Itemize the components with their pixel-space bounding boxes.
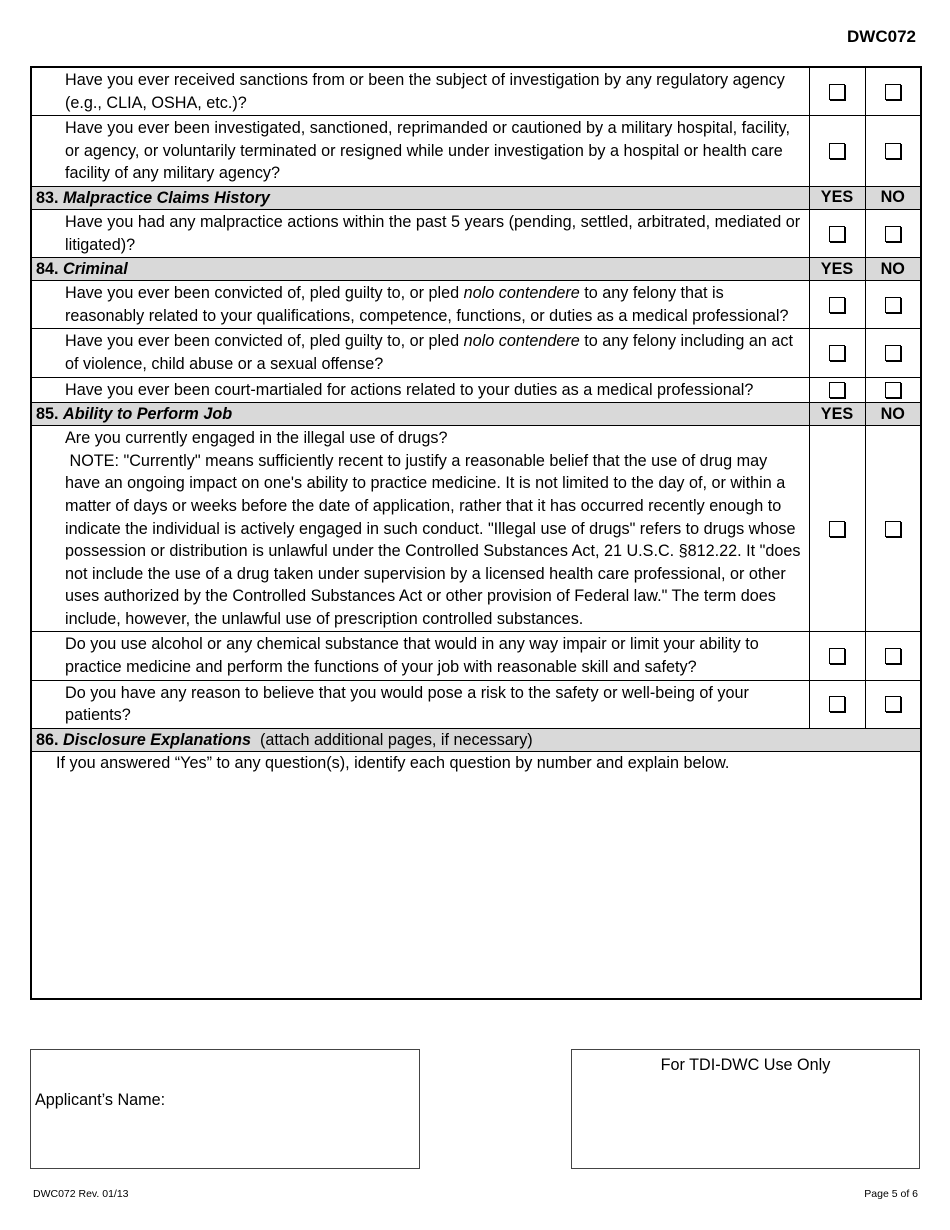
question-text: Have you ever been investigated, sanctioned, reprimanded or cautioned by a military hospital, facility, or agency, or voluntarily terminated or resigned while under investigation by a hospital or health care facility of any military agency? xyxy=(31,116,809,187)
question-main: Are you currently engaged in the illegal use of drugs? xyxy=(65,429,448,448)
question-row xyxy=(31,632,921,680)
question-text xyxy=(31,426,809,632)
question-text: Have you ever been convicted of, pled guilty to, or pled nolo contendere to any felony including an act of violence, child abuse or a sexual offense? xyxy=(31,329,809,377)
section-header-84 xyxy=(31,258,921,281)
question-row xyxy=(31,209,921,257)
yes-checkbox[interactable] xyxy=(829,226,845,242)
applicant-name-box[interactable] xyxy=(30,1049,420,1169)
question-text: Have you ever been court-martialed for actions related to your duties as a medical professional? xyxy=(31,377,809,403)
question-row xyxy=(31,377,921,403)
question-row xyxy=(31,67,921,116)
question-text: Do you use alcohol or any chemical substance that would in any way impair or limit your ability to practice medicine and perform the functions of your job with reasonable skill and safety? xyxy=(31,632,809,680)
no-checkbox[interactable] xyxy=(885,345,901,361)
section-number: 85. xyxy=(36,405,59,424)
question-row xyxy=(31,680,921,728)
yes-header: YES xyxy=(809,258,865,281)
question-text: Have you ever been convicted of, pled guilty to, or pled nolo contendere to any felony that is reasonably related to your qualifications, competence, functions, or duties as a medical professional? xyxy=(31,281,809,329)
section-number: 83. xyxy=(36,188,59,207)
yes-checkbox[interactable] xyxy=(829,696,845,712)
yes-checkbox[interactable] xyxy=(829,143,845,159)
section-header-86 xyxy=(31,728,921,751)
form-id: DWC072 xyxy=(847,27,916,46)
no-header: NO xyxy=(865,186,921,209)
applicant-name-label: Applicant’s Name: xyxy=(35,1091,166,1109)
no-header: NO xyxy=(865,403,921,426)
section-title: Disclosure Explanations xyxy=(63,730,252,749)
explanation-area[interactable] xyxy=(31,751,921,999)
section-title: Malpractice Claims History xyxy=(63,188,270,207)
page-number: Page 5 of 6 xyxy=(864,1188,918,1200)
form-revision: DWC072 Rev. 01/13 xyxy=(33,1188,129,1200)
yes-checkbox[interactable] xyxy=(829,84,845,100)
section-header-85 xyxy=(31,403,921,426)
yes-checkbox[interactable] xyxy=(829,648,845,664)
question-note: NOTE: "Currently" means sufficiently recent to justify a reasonable belief that the use of drug may have an ongoing impact on one's ability to practice medicine. It is not limited to the day of, or within a matter of days or weeks before the date of application, rather that it has occurred recently enough to indicate the individual is actively engaged in such conduct. "Illegal use of drugs" refers to drugs whose possession or distribution is unlawful under the Controlled Substances Act, 21 U.S.C. §812.22. It "does not include the use of a drug taken under supervision by a licensed health care professional, or other uses authorized by the Controlled Substances Act or other provision of Federal law." The term does include, however, the unlawful use of prescription controlled substances. xyxy=(65,451,806,628)
section-title: Criminal xyxy=(63,260,128,279)
no-checkbox[interactable] xyxy=(885,84,901,100)
section-title: Ability to Perform Job xyxy=(63,405,233,424)
yes-checkbox[interactable] xyxy=(829,521,845,537)
no-checkbox[interactable] xyxy=(885,696,901,712)
no-checkbox[interactable] xyxy=(885,382,901,398)
questions-table xyxy=(30,66,922,1000)
yes-header: YES xyxy=(809,403,865,426)
tdi-use-label: For TDI-DWC Use Only xyxy=(660,1056,831,1074)
question-row xyxy=(31,281,921,329)
question-row xyxy=(31,426,921,632)
explanation-instruction: If you answered “Yes” to any question(s), identify each question by number and explain below. xyxy=(56,753,730,772)
no-header: NO xyxy=(865,258,921,281)
explanation-row xyxy=(31,751,921,999)
question-text: Have you ever received sanctions from or been the subject of investigation by any regulatory agency (e.g., CLIA, OSHA, etc.)? xyxy=(31,67,809,116)
section-subtitle: (attach additional pages, if necessary) xyxy=(260,730,533,749)
yes-checkbox[interactable] xyxy=(829,382,845,398)
no-checkbox[interactable] xyxy=(885,648,901,664)
section-number: 84. xyxy=(36,260,59,279)
question-text: Do you have any reason to believe that you would pose a risk to the safety or well-being of your patients? xyxy=(31,680,809,728)
question-row xyxy=(31,329,921,377)
section-header-83 xyxy=(31,186,921,209)
yes-checkbox[interactable] xyxy=(829,297,845,313)
tdi-use-box xyxy=(571,1049,920,1169)
yes-checkbox[interactable] xyxy=(829,345,845,361)
question-text: Have you had any malpractice actions within the past 5 years (pending, settled, arbitrated, mediated or litigated)? xyxy=(31,209,809,257)
yes-header: YES xyxy=(809,186,865,209)
no-checkbox[interactable] xyxy=(885,521,901,537)
no-checkbox[interactable] xyxy=(885,226,901,242)
question-row xyxy=(31,116,921,187)
no-checkbox[interactable] xyxy=(885,297,901,313)
no-checkbox[interactable] xyxy=(885,143,901,159)
section-number: 86. xyxy=(36,730,59,749)
